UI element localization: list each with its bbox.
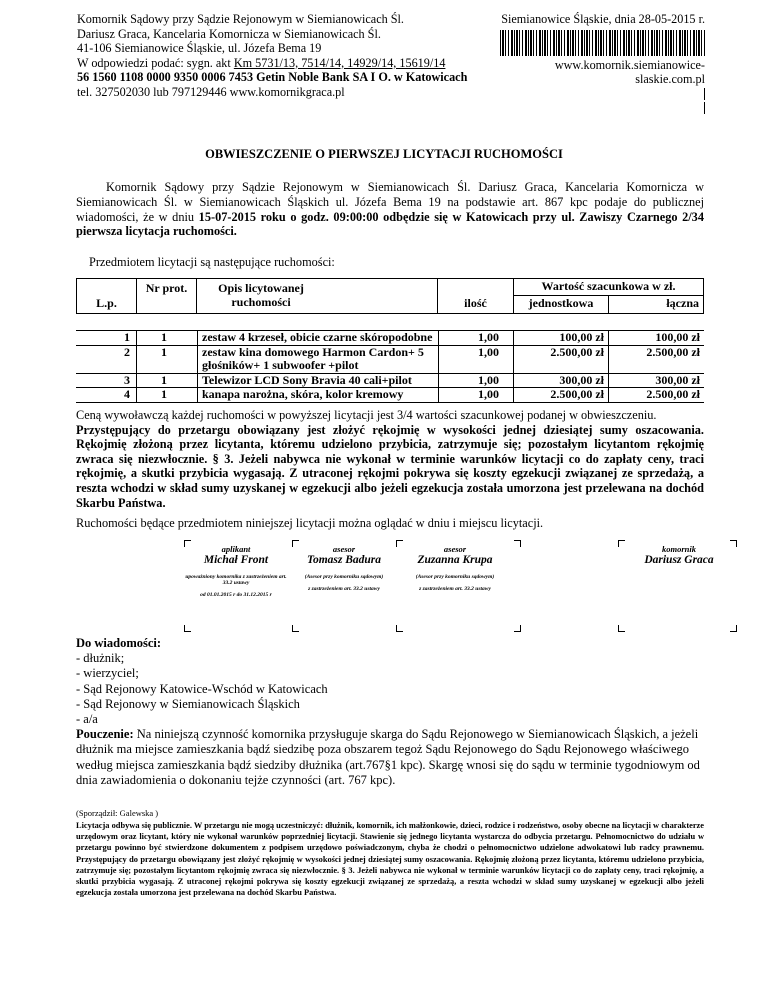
contact-line: tel. 327502030 lub 797129446 www.komornikgraca.pl [77,84,345,99]
table-row [76,331,704,346]
signature-band [184,540,737,632]
viewing-line: Ruchomości będące przedmiotem niniejszej licytacji można oglądać w dniu i miejscu licytacji. [76,516,544,530]
signature-asesor-2 [400,544,510,592]
recipients-block [76,636,704,788]
signature-role: asesor [332,544,356,554]
table-row [76,388,704,403]
cell-opis: kanapa narożna, skóra, kolor kremowy [202,387,404,402]
signature-name: Dariusz Graca [644,554,714,566]
cell-laczna: 100,00 zł [655,330,700,344]
cell-jednostkowa: 300,00 zł [514,374,609,388]
case-reference: Km 5731/13, 7514/14, 14929/14, 15619/14 [233,55,446,70]
signature-note: (Asesor przy komorniku sądowym) [304,574,384,580]
cell-nr: 1 [137,388,198,402]
corner-mark [618,625,625,632]
cell-opis: Telewizor LCD Sony Bravia 40 cali+pilot [202,372,412,387]
prepared-by: (Sporządził: Galewska ) [76,808,159,818]
sender-block [77,12,497,100]
deposit-rules: Przystępujący do przetargu obowiązany jest złożyć rękojmię w wysokości jednej dziesiątej sumy oszacowania. Rękojmię złożoną przez licytanta, któremu udzielono przybicia, zatrzymuje się; pozostałym licytantom rękojmię zwraca się niezwłocznie. § 3. Jeżeli nabywca nie wykonał w terminie warunków licytacji co do zapłaty ceny, traci rękojmię, a skutki przybicia wygasają. Z utraconej rękojmi pokrywa się koszty egzekucji związanej ze sprzedażą, a reszta wchodzi w skład sumy uzyskanej w egzekucji albo jeżeli egzekucja została umorzona jest przelewana na dochód Skarbu Państwa. [76,422,704,510]
website: www.komornik.siemianowice-slaskie.com.pl [554,57,705,87]
col-nr-header: Nr prot. [137,279,197,313]
corner-mark [514,540,521,547]
cell-ilosc: 1,00 [438,374,514,388]
recipient-item: - dłużnik; [76,651,125,666]
cell-ilosc: 1,00 [438,346,514,373]
sender-line: Dariusz Graca, Kancelaria Komornicza w Siemianowicach Śl. [77,26,381,41]
cell-jednostkowa: 2.500,00 zł [514,388,609,402]
intro-paragraph [76,180,704,239]
date-block [495,12,705,115]
cell-opis: zestaw kina domowego Harmon Cardon+ 5 głośników+ 1 subwoofer +pilot [202,344,424,373]
signature-note: (Asesor przy komorniku sądowym) [415,574,495,580]
starting-price-line: Ceną wywoławczą każdej ruchomości w powyższej licytacji jest 3/4 wartości szacunkowej podanej w obwieszczeniu. [76,408,657,422]
col-wartosc-header: Wartość szacunkowa w zł. [514,279,703,296]
footer-auction-rules: Licytacja odbywa się publicznie. W przetargu nie mogą uczestniczyć: dłużnik, komornik, ich małżonkowie, dzieci, rodzice i rodzeństwo, osoby obecne na licytacji w charakterze urzędowym oraz licytant, który nie wykonał warunków poprzedniej licytacji. Stawienie się jednego licytanta wystarcza do odbycia przetargu. Pełnomocnictwo do udziału w przetargu powinno być stwierdzone dokumentem z podpisem urzędowo poświadczonym, chyba że chodzi o pełnomocnictwo udzielone adwokatowi lub radcy prawnemu. Przystępujący do przetargu obowiązany jest złożyć rękojmię w wysokości jednej dziesiątej sumy oszacowania. Rękojmię złożoną przez licytanta, któremu udzielono przybicia, zatrzymuje się; pozostałym licytantom rękojmię zwraca się niezwłocznie. § 3. Jeżeli nabywca nie wykonał w terminie warunków licytacji co do zapłaty ceny, traci rękojmię, a skutki przybicia wygasają. Z utraconej rękojmi pokrywa się koszty egzekucji związanej ze sprzedażą, a reszta wchodzi w skład sumy uzyskanej w egzekucji albo jeżeli egzekucja została umorzona jest przelewana na dochód Skarbu Państwa. [76,821,704,898]
cell-lp: 1 [76,331,137,345]
col-laczna-header: łączna [666,296,699,310]
barcode-icon [500,30,705,56]
instruction-text: Na niniejszą czynność komornika przysługuje skarga do Sądu Rejonowego w Siemianowicach Śląskich, a jeżeli dłużnik ma miejsce zamieszkania bądź siedzibę poza obszarem tegoż Sądu Rejonowego do Sądu Rejonowego właściwego według miejsca zamieszkania bądź siedziby dłużnika (art.767§1 kpc). Skargę wnosi się do sądu w terminie tygodniowym od dnia zawiadomienia o dokonaniu tejże czynności (art. 767 kpc). [76,727,700,787]
signature-aplikant [184,544,288,598]
cell-ilosc: 1,00 [438,331,514,345]
signature-note: z zastrzeżeniem art. 33.2 ustawy [419,586,491,592]
table-row [76,346,704,374]
col-lp-header: L.p. [77,279,137,313]
rules-paragraph [76,408,704,510]
signature-komornik [624,544,734,566]
sender-line: Komornik Sądowy przy Sądzie Rejonowym w Siemianowicach Śl. [77,12,404,26]
document-title: OBWIESZCZENIE O PIERWSZEJ LICYTACJI RUCHOMOŚCI [205,147,563,161]
col-opis-header: Opis licytowanej ruchomości [218,281,304,309]
recipients-heading: Do wiadomości: [76,636,162,650]
cell-laczna: 2.500,00 zł [646,344,700,359]
signature-role: komornik [661,544,696,554]
items-table [76,330,704,403]
signature-note: upoważniony komornika z zastrzeżeniem art. 33.2 ustawy [185,574,287,586]
cell-lp: 2 [76,346,137,373]
instruction-paragraph [76,727,704,788]
table-row [76,374,704,389]
col-ilosc-header: ilość [437,279,514,313]
case-reference-prefix: W odpowiedzi podać: sygn. akt [77,55,234,70]
signature-name: Zuzanna Krupa [417,554,493,566]
instruction-label: Pouczenie: [76,727,134,742]
recipient-item: - a/a [76,712,98,727]
col-jednostkowa-header: jednostkowa [514,296,609,313]
recipient-item: - Sąd Rejonowy w Siemianowicach Śląskich [76,696,300,711]
cell-lp: 3 [76,374,137,388]
signature-note: z zastrzeżeniem art. 33.2 ustawy [308,586,380,592]
cell-nr: 1 [137,331,198,345]
corner-mark [184,625,191,632]
corner-mark [730,625,737,632]
signature-name: Michał Front [203,554,269,566]
place-date: Siemianowice Śląskie, dnia 28-05-2015 r. [501,12,705,26]
sender-line: 41-106 Siemianowice Śląskie, ul. Józefa Bema 19 [77,41,322,56]
case-reference-line [77,56,497,71]
subject-line: Przedmiotem licytacji są następujące ruchomości: [89,255,335,269]
intro-text: Komornik Sądowy przy Sądzie Rejonowym w Siemianowicach Śl. Dariusz Graca, Kancelaria Komornicza w Siemianowicach Śl. w Siemianowicach Śląskich ul. Józefa Bema 19 na podstawie art. 867 kpc podaje do publicznej wiadomości, że w dniu [76,180,704,224]
signature-role: asesor [443,544,467,554]
signature-note: od 01.01.2015 r do 31.12.2015 r [200,592,272,598]
cell-jednostkowa: 100,00 zł [514,331,609,345]
corner-mark [514,625,521,632]
auction-date-place: 15-07-2015 roku o godz. 09:00:00 odbędzie się w Katowicach przy ul. Zawiszy Czarnego 2/34 pierwsza licytacja ruchomości. [76,209,704,239]
cell-nr: 1 [137,346,198,373]
table-header [76,278,704,314]
recipient-item: - wierzyciel; [76,666,139,681]
cell-ilosc: 1,00 [438,388,514,402]
margin-tick [704,102,705,114]
cell-lp: 4 [76,388,137,402]
margin-tick [704,88,705,100]
corner-mark [292,625,299,632]
corner-mark [396,625,403,632]
cell-laczna: 300,00 zł [655,372,700,387]
cell-laczna: 2.500,00 zł [646,387,700,402]
cell-jednostkowa: 2.500,00 zł [514,346,609,373]
recipient-item: - Sąd Rejonowy Katowice-Wschód w Katowicach [76,681,328,696]
cell-opis: zestaw 4 krzeseł, obicie czarne skóropodobne [202,330,433,344]
bank-account: 56 1560 1108 0000 9350 0006 7453 Getin Noble Bank SA I O. w Katowicach [77,70,468,85]
signature-asesor-1 [292,544,396,592]
margin-marks [495,87,705,115]
cell-nr: 1 [137,374,198,388]
signature-role: aplikant [221,544,251,554]
signature-name: Tomasz Badura [306,554,382,566]
